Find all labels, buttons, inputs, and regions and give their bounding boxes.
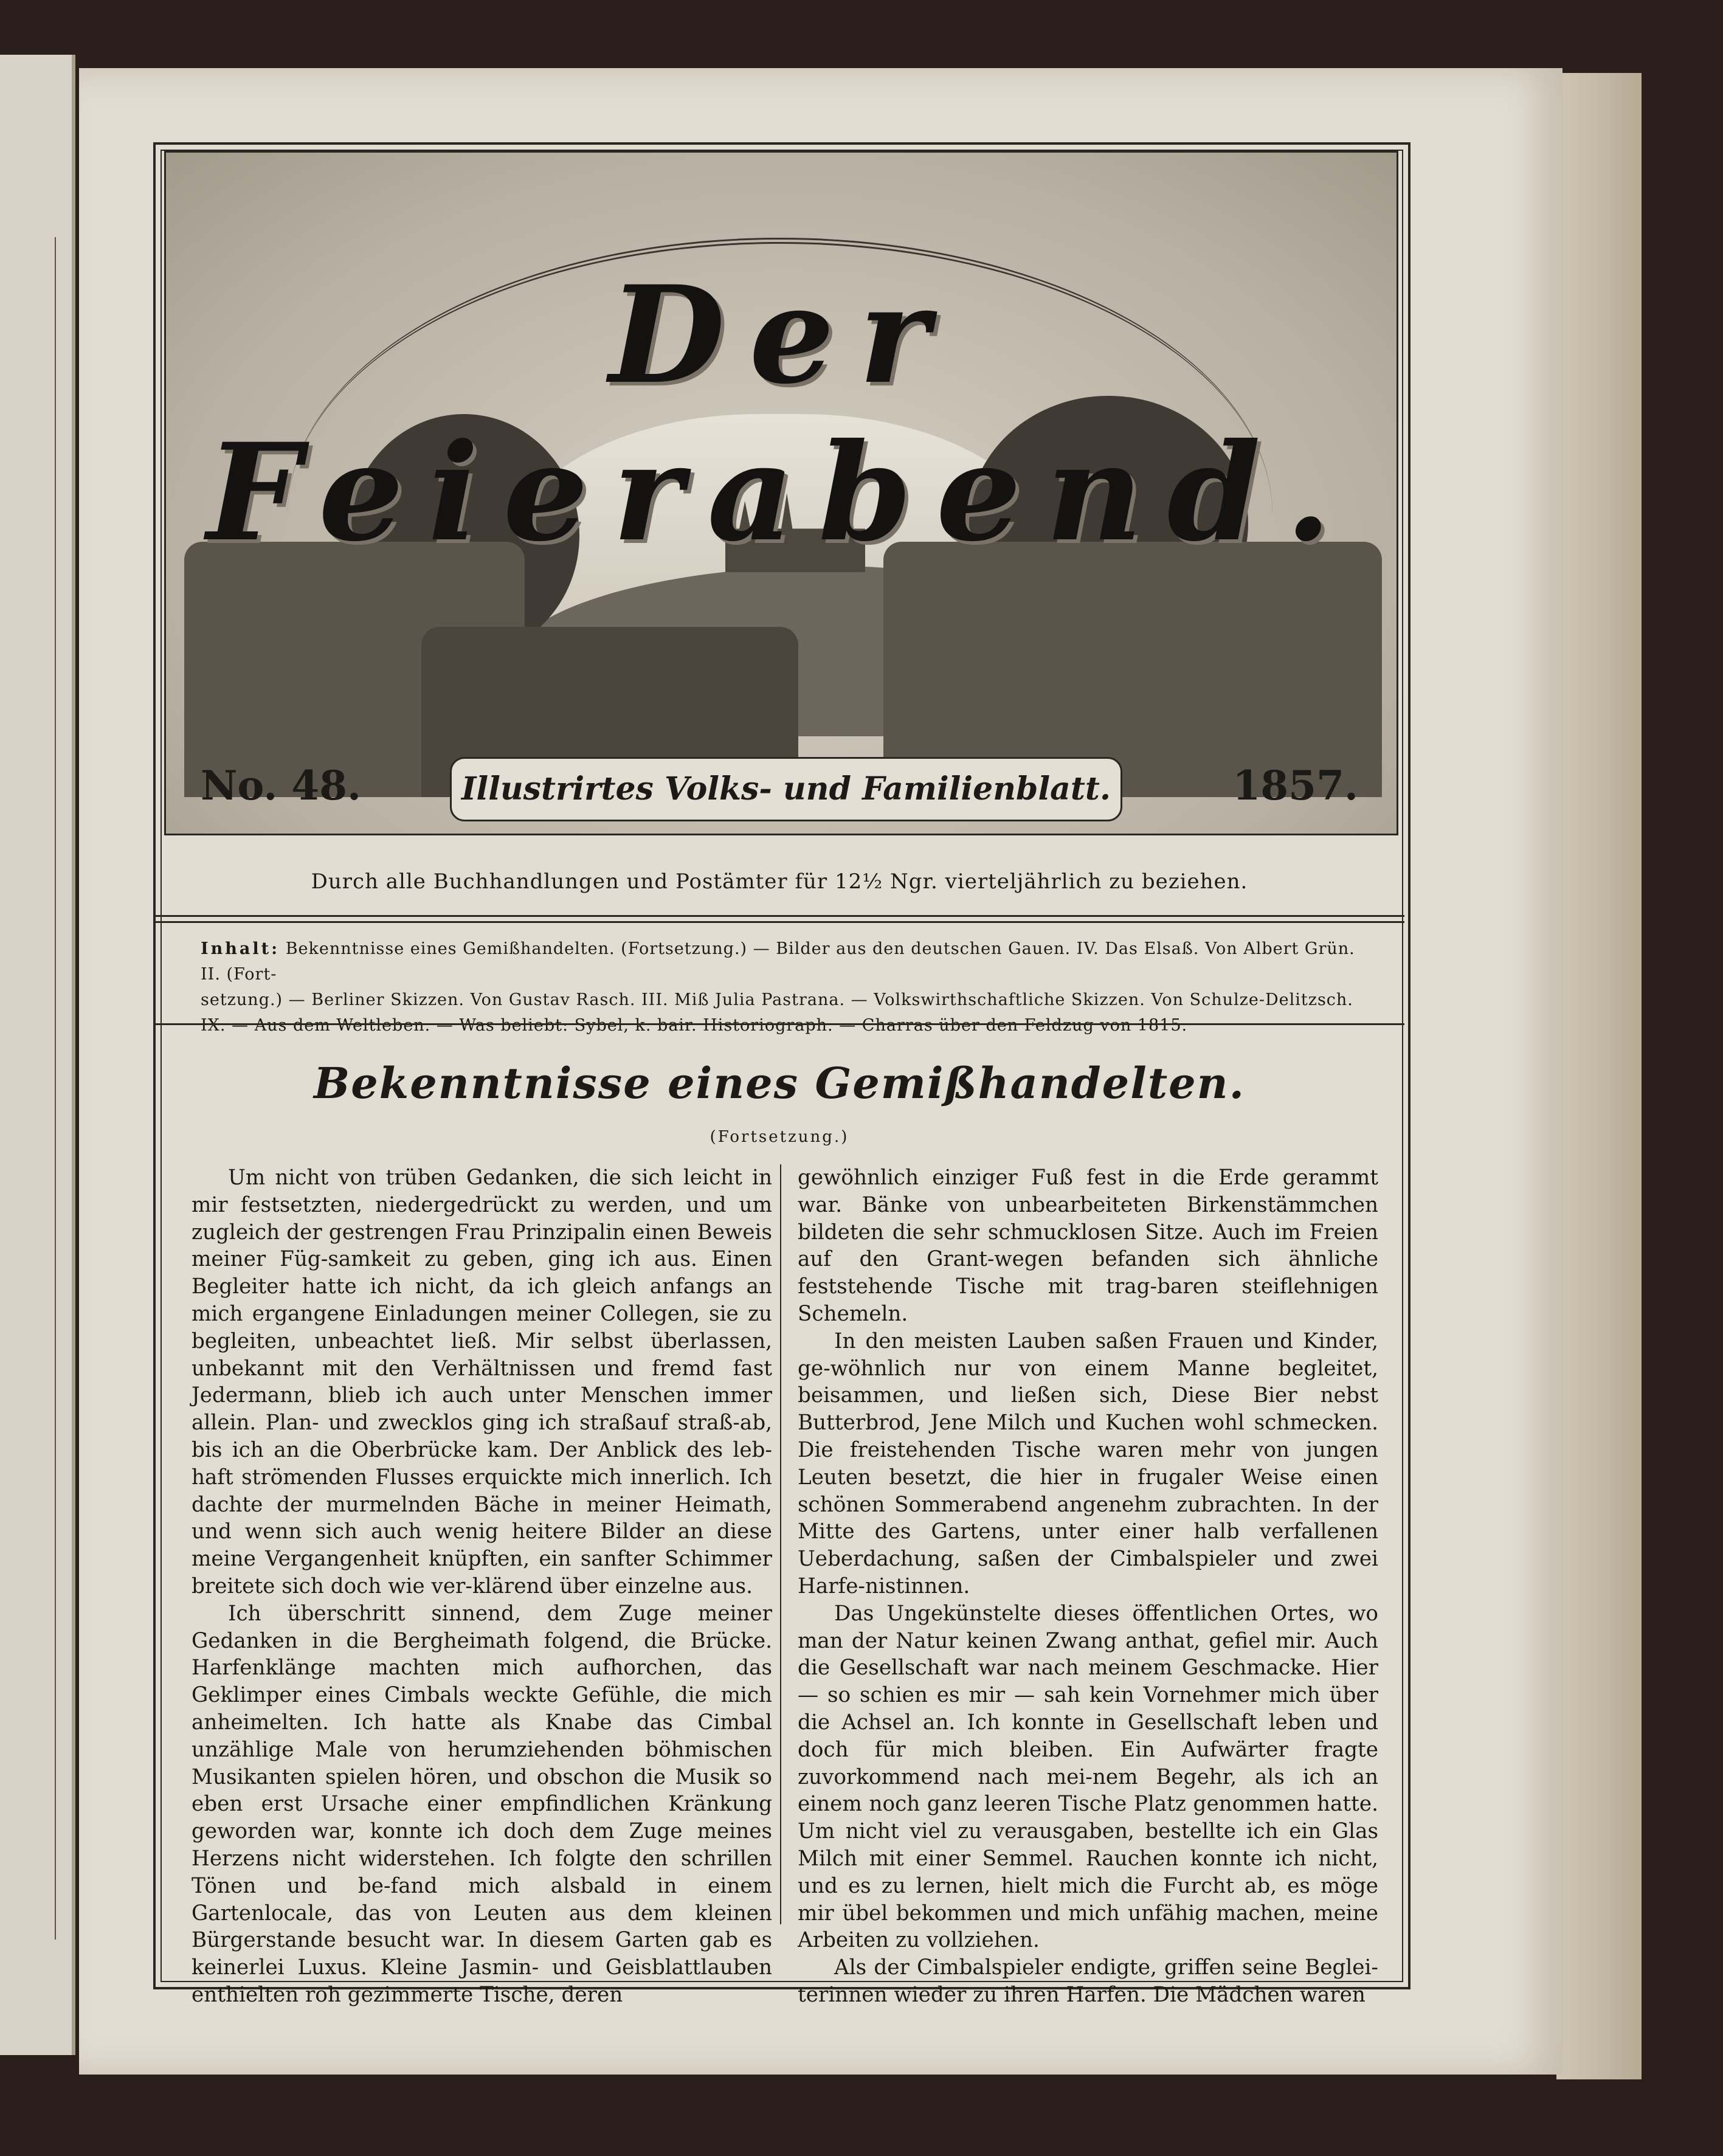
subscription-note: Durch alle Buchhandlungen und Postämter für 12½ Ngr. vierteljährlich zu beziehen. <box>311 869 1248 894</box>
masthead-illustration <box>164 151 1398 835</box>
newspaper-title: Der Feierabend. <box>206 256 1356 571</box>
paragraph: Um nicht von trüben Gedanken, die sich leicht in mir festsetzten, niedergedrückt zu werden, und um zugleich der gestrengen Frau Prinzipalin einen Beweis meiner Füg-samkeit zu geben, ging ich aus. Einen Begleiter hatte ich nicht, da ich gleich anfangs an mich ergangene Einladungen meiner Collegen, sie zu begleiten, unbeachtet ließ. Mir selbst überlassen, unbekannt mit den Verhältnissen und fremd fast Jedermann, blieb ich auch unter Menschen immer allein. Plan- und zwecklos ging ich straßauf straß-ab, bis ich an die Oberbrücke kam. Der Anblick des leb-haft strömenden Flusses erquickte mich innerlich. Ich dachte der murmelnden Bäche in meiner Heimath, und wenn sich auch wenig heitere Bilder an diese meine Vergangenheit knüpften, ein sanfter Schimmer breitete sich doch wie ver-klärend über einzelne aus. <box>192 1166 772 1598</box>
issue-number: No. 48. <box>201 762 361 809</box>
divider-rule <box>155 915 1404 917</box>
continuation-note: (Fortsetzung.) <box>710 1128 849 1146</box>
divider-rule <box>155 1023 1404 1025</box>
article-column-left <box>192 1164 772 2007</box>
contents-label: Inhalt: <box>201 939 280 958</box>
contents-line: setzung.) — Berliner Skizzen. Von Gustav Rasch. III. Miß Julia Pastrana. — Volkswirthschaftliche Skizzen. Von Schulze-Delitzsch. <box>201 990 1353 1009</box>
book-page-edges <box>1556 73 1642 2079</box>
issue-year: 1857. <box>1232 762 1358 809</box>
paragraph: Als der Cimbalspieler endigte, griffen seine Beglei-terinnen wieder zu ihren Harfen. Die Mädchen waren <box>798 1955 1378 2007</box>
paragraph: Das Ungekünstelte dieses öffentlichen Ortes, wo man der Natur keinen Zwang anthat, gefiel mir. Auch die Gesellschaft war nach meinem Geschmacke. Hier — so schien es mir — sah kein Vornehmer mich über die Achsel an. Ich konnte in Gesellschaft leben und doch für mich bleiben. Ein Aufwärter fragte zuvorkommend nach mei-nem Begehr, als ich an einem noch ganz leeren Tische Platz genommen hatte. Um nicht viel zu verausgaben, bestellte ich ein Glas Milch mit einer Semmel. Rauchen konnte ich nicht, und es zu lernen, hielt mich die Furcht ab, es möge mir übel bekommen und mich unfähig machen, meine Arbeiten zu vollziehen. <box>798 1601 1378 1953</box>
left-page-fragment <box>6 237 56 1940</box>
paragraph: Ich überschritt sinnend, dem Zuge meiner Gedanken in die Bergheimath folgend, die Brücke. Harfenklänge machten mich aufhorchen, das Geklimper eines Cimbals weckte Gefühle, die mich anheimelten. Ich hatte als Knabe das Cimbal unzählige Male von herumziehenden böhmischen Musikanten spielen hören, und obschon die Musik so eben erst Ursache einer empfindlichen Kränkung geworden war, konnte ich doch dem Zuge meines Herzens nicht widerstehen. Ich folgte den schrillen Tönen und be-fand mich alsbald in einem Gartenlocale, das von Leuten aus dem kleinen Bürgerstande besucht war. In diesem Garten gab es keinerlei Luxus. Kleine Jasmin- und Geisblattlauben enthielten roh gezimmerte Tische, deren <box>192 1601 772 2007</box>
paragraph: In den meisten Lauben saßen Frauen und Kinder, ge-wöhnlich nur von einem Manne begleitet, beisammen, und ließen sich, Diese Bier nebst Butterbrod, Jene Milch und Kuchen wohl schmecken. Die freistehenden Tische waren mehr von jungen Leuten besetzt, die hier in frugaler Weise einen schönen Sommerabend angenehm zubrachten. In der Mitte des Gartens, unter einer halb verfallenen Ueberdachung, saßen der Cimbalspieler und zwei Harfe-nistinnen. <box>798 1328 1378 1598</box>
article-column-right <box>798 1164 1378 2007</box>
divider-rule <box>155 921 1404 923</box>
subtitle-scroll: Illustrirtes Volks- und Familienblatt. <box>450 757 1122 821</box>
masthead-banner <box>164 751 1395 830</box>
paragraph: gewöhnlich einziger Fuß fest in die Erde gerammt war. Bänke von unbearbeiteten Birkenstämmchen bildeten die sehr schmucklosen Sitze. Auch im Freien auf den Grant-wegen befanden sich ähnliche feststehende Tische mit trag-baren steiflehnigen Schemeln. <box>798 1166 1378 1326</box>
contents-line: Inhalt: Bekenntnisse eines Gemißhandelten. (Fortsetzung.) — Bilder aus den deutschen Gauen. IV. Das Elsaß. Von Albert Grün. II. (Fort- <box>201 939 1355 984</box>
left-page-edge <box>0 55 75 2055</box>
article-title: Bekenntnisse eines Gemißhandelten. <box>314 1058 1245 1108</box>
contents-line: IX. — Aus dem Weltleben. — Was beliebt: Sybel, k. bair. Historiograph. — Charras über den Feldzug von 1815. <box>201 1016 1188 1035</box>
column-divider <box>780 1164 781 1924</box>
